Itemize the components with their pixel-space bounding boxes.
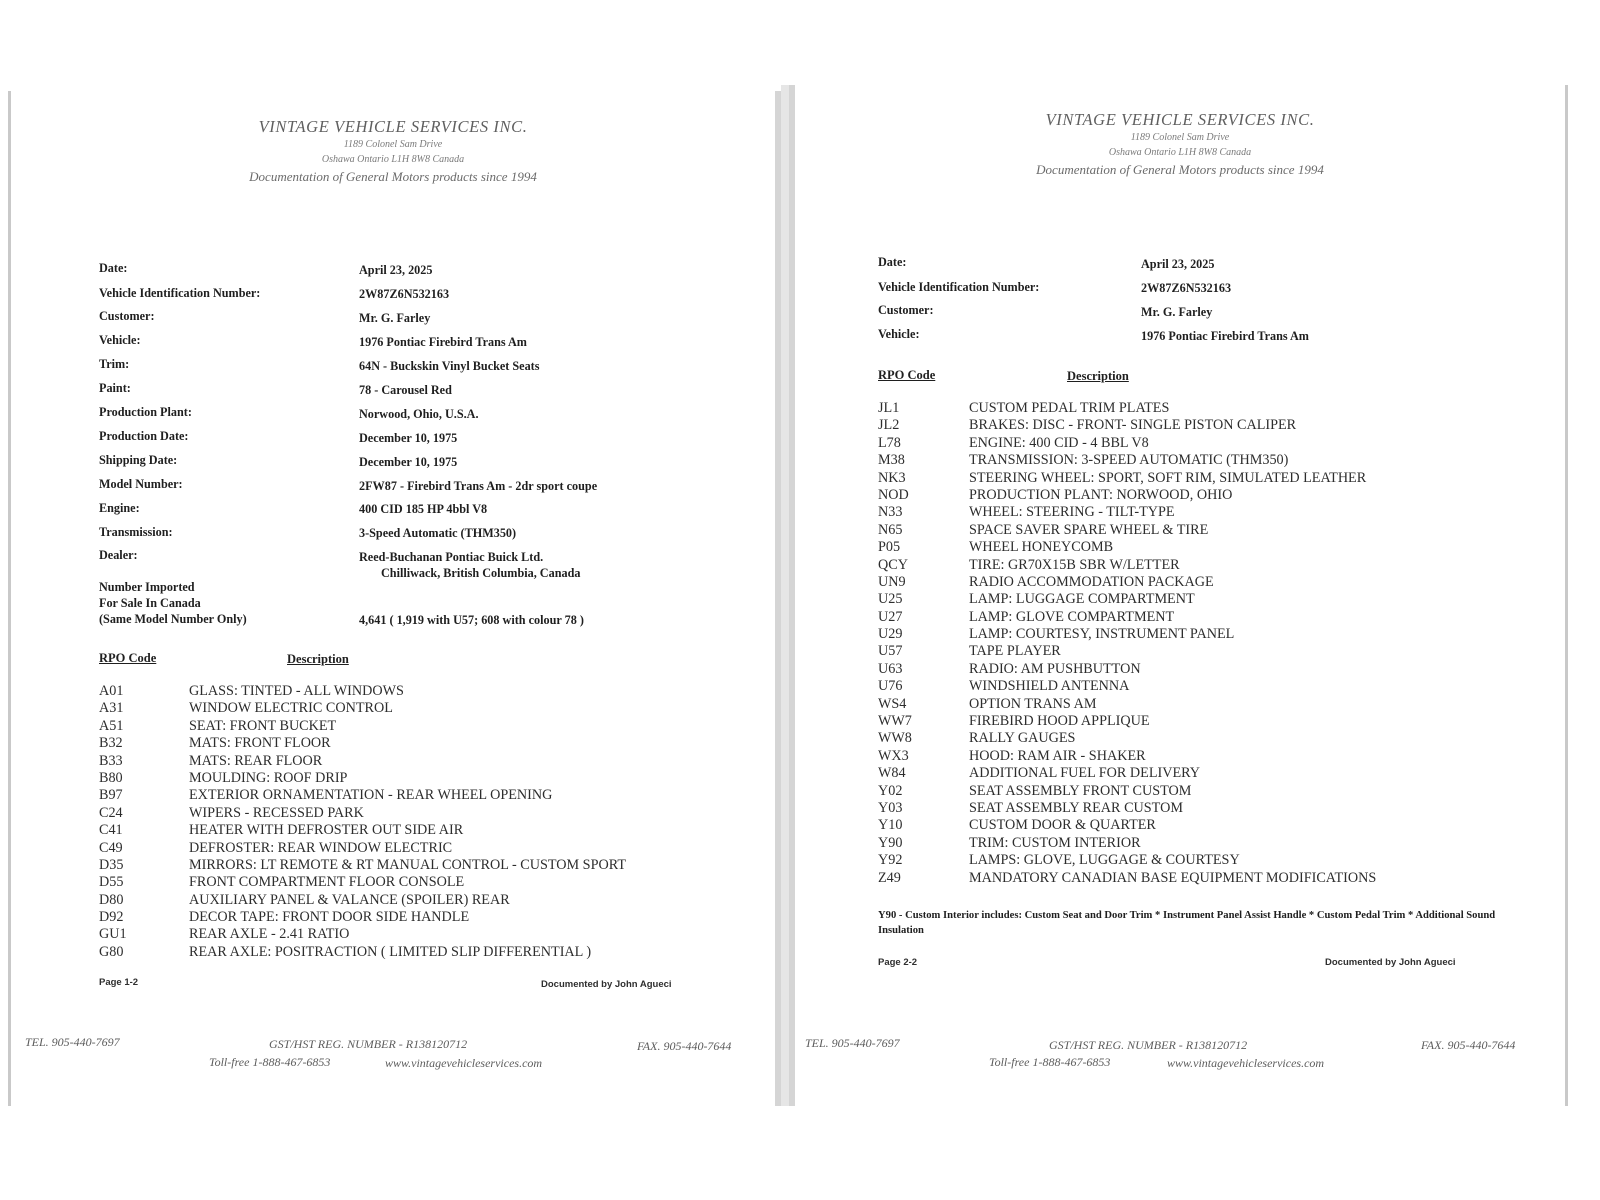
info-label: Vehicle: (878, 327, 920, 341)
letterhead (11, 117, 775, 185)
info-label: Vehicle Identification Number: (99, 286, 261, 300)
document-page-2 (789, 85, 1568, 1106)
rpo-description: SEAT ASSEMBLY REAR CUSTOM (969, 799, 1183, 816)
rpo-row (878, 870, 1558, 887)
rpo-description: REAR AXLE: POSITRACTION ( LIMITED SLIP DIFFERENTIAL ) (189, 943, 592, 960)
rpo-row (878, 817, 1558, 834)
footer-telephone: TEL. 905-440-7697 (25, 1035, 120, 1049)
rpo-description: HEATER WITH DEFROSTER OUT SIDE AIR (189, 822, 464, 839)
page-number: Page 2-2 (878, 957, 918, 968)
rpo-row (878, 609, 1558, 626)
rpo-code: B97 (99, 787, 123, 804)
rpo-row (878, 504, 1558, 521)
rpo-row (878, 696, 1558, 713)
info-label: Model Number: (99, 477, 183, 491)
rpo-row (878, 783, 1558, 800)
rpo-row (99, 683, 769, 700)
rpo-row (878, 522, 1558, 539)
company-name: VINTAGE VEHICLE SERVICES INC. (258, 117, 528, 136)
rpo-code: W84 (878, 765, 906, 782)
rpo-description: ADDITIONAL FUEL FOR DELIVERY (969, 765, 1201, 782)
info-label: Production Plant: (99, 405, 192, 419)
rpo-row (878, 417, 1558, 434)
rpo-description: WHEEL: STEERING - TILT-TYPE (969, 504, 1175, 521)
letterhead (795, 110, 1565, 178)
description-heading: Description (287, 652, 349, 666)
rpo-code: U27 (878, 608, 903, 625)
info-value: April 23, 2025 (1141, 257, 1215, 271)
info-label: Customer: (99, 309, 155, 323)
rpo-row (99, 718, 769, 735)
rpo-description: BRAKES: DISC - FRONT- SINGLE PISTON CALIPER (969, 417, 1297, 434)
rpo-description: MOULDING: ROOF DRIP (189, 769, 348, 786)
company-address-line-1: 1189 Colonel Sam Drive (343, 139, 443, 150)
info-value: 2W87Z6N532163 (1141, 281, 1232, 295)
info-label: Vehicle Identification Number: (878, 280, 1040, 294)
rpo-row (878, 835, 1558, 852)
rpo-row (878, 574, 1558, 591)
rpo-description: DECOR TAPE: FRONT DOOR SIDE HANDLE (189, 909, 470, 926)
rpo-row (878, 470, 1558, 487)
rpo-code: U25 (878, 591, 903, 608)
rpo-row (878, 487, 1558, 504)
rpo-description: OPTION TRANS AM (969, 695, 1097, 712)
info-value: 2W87Z6N532163 (359, 287, 450, 301)
info-value: Mr. G. Farley (359, 311, 431, 325)
info-value: April 23, 2025 (359, 263, 433, 277)
rpo-description: LAMP: LUGGAGE COMPARTMENT (969, 591, 1195, 608)
rpo-code: JL1 (878, 400, 900, 416)
rpo-code: NK3 (878, 469, 906, 486)
rpo-description: LAMP: GLOVE COMPARTMENT (969, 608, 1175, 625)
company-tagline: Documentation of General Motors products since 1994 (249, 169, 537, 184)
rpo-row (878, 661, 1558, 678)
rpo-row (99, 700, 769, 717)
rpo-code: N65 (878, 521, 903, 538)
rpo-row (99, 840, 769, 857)
rpo-code: C49 (99, 839, 123, 856)
dealer-name: Reed-Buchanan Pontiac Buick Ltd. (359, 550, 544, 564)
footer-website: www.vintagevehicleservices.com (385, 1056, 543, 1070)
rpo-code: P05 (878, 539, 901, 556)
rpo-code: B32 (99, 735, 123, 752)
company-address-line-2: Oshawa Ontario L1H 8W8 Canada (321, 154, 465, 165)
rpo-code: N33 (878, 504, 903, 521)
info-value: 78 - Carousel Red (359, 383, 452, 397)
info-value: December 10, 1975 (359, 431, 458, 445)
rpo-code-heading: RPO Code (878, 368, 936, 382)
rpo-description: AUXILIARY PANEL & VALANCE (SPOILER) REAR (189, 891, 510, 908)
rpo-description: ENGINE: 400 CID - 4 BBL V8 (969, 434, 1149, 451)
rpo-description: TAPE PLAYER (969, 643, 1061, 660)
rpo-code: M38 (878, 452, 905, 469)
rpo-row (99, 926, 769, 943)
info-value: 2FW87 - Firebird Trans Am - 2dr sport coupe (359, 479, 598, 493)
documented-by: Documented by John Agueci (1325, 957, 1456, 968)
rpo-code: Y90 (878, 834, 903, 851)
info-label: Date: (878, 255, 907, 269)
rpo-row (99, 944, 769, 961)
rpo-code: U63 (878, 660, 903, 677)
company-address-line-1: 1189 Colonel Sam Drive (1130, 132, 1230, 143)
info-label: Vehicle: (99, 333, 141, 347)
footer-gst-number: GST/HST REG. NUMBER - R138120712 (269, 1037, 468, 1051)
rpo-code: JL2 (878, 417, 900, 434)
rpo-description: CUSTOM PEDAL TRIM PLATES (969, 400, 1170, 416)
rpo-code: B80 (99, 769, 123, 786)
footer-fax: FAX. 905-440-7644 (637, 1039, 732, 1053)
rpo-description: TRIM: CUSTOM INTERIOR (969, 834, 1141, 851)
rpo-description: SEAT ASSEMBLY FRONT CUSTOM (969, 782, 1192, 799)
rpo-description: SEAT: FRONT BUCKET (189, 717, 337, 734)
rpo-row (878, 591, 1558, 608)
rpo-description: LAMP: COURTESY, INSTRUMENT PANEL (969, 626, 1235, 643)
rpo-row (878, 626, 1558, 643)
rpo-description: REAR AXLE - 2.41 RATIO (189, 926, 350, 943)
rpo-code: A51 (99, 717, 124, 734)
rpo-description: MANDATORY CANADIAN BASE EQUIPMENT MODIFICATIONS (969, 869, 1377, 886)
rpo-row (878, 713, 1558, 730)
rpo-code: D92 (99, 909, 124, 926)
info-label: Paint: (99, 381, 131, 395)
rpo-description: RADIO ACCOMMODATION PACKAGE (969, 573, 1214, 590)
info-label: Production Date: (99, 429, 189, 443)
rpo-row (99, 822, 769, 839)
info-value: December 10, 1975 (359, 455, 458, 469)
rpo-code: C24 (99, 804, 123, 821)
rpo-code-heading: RPO Code (99, 651, 157, 665)
rpo-row (99, 909, 769, 926)
rpo-list (99, 683, 769, 961)
imported-label-line-3: (Same Model Number Only) (99, 612, 247, 626)
info-value: 64N - Buckskin Vinyl Bucket Seats (359, 359, 540, 373)
rpo-description: SPACE SAVER SPARE WHEEL & TIRE (969, 521, 1209, 538)
rpo-description: TRANSMISSION: 3-SPEED AUTOMATIC (THM350) (969, 452, 1289, 469)
rpo-code: G80 (99, 943, 124, 960)
info-label: Date: (99, 261, 128, 275)
rpo-code: D55 (99, 874, 124, 891)
rpo-row (878, 452, 1558, 469)
rpo-description: RADIO: AM PUSHBUTTON (969, 660, 1141, 677)
rpo-code: Z49 (878, 869, 901, 886)
rpo-row (99, 770, 769, 787)
y90-footnote: Y90 - Custom Interior includes: Custom Seat and Door Trim * Instrument Panel Assist Handle * Custom Pedal Trim * Additional Sound Insulation (878, 910, 1496, 936)
rpo-code: WW7 (878, 713, 912, 730)
rpo-code: WX3 (878, 747, 909, 764)
info-value: 1976 Pontiac Firebird Trans Am (1141, 329, 1309, 343)
rpo-code: WS4 (878, 695, 907, 712)
footer-toll-free: Toll-free 1-888-467-6853 (209, 1055, 331, 1069)
rpo-description: MIRRORS: LT REMOTE & RT MANUAL CONTROL - CUSTOM SPORT (189, 856, 626, 873)
imported-label-line-1: Number Imported (99, 580, 195, 594)
rpo-description: FRONT COMPARTMENT FLOOR CONSOLE (189, 874, 465, 891)
rpo-description: HOOD: RAM AIR - SHAKER (969, 747, 1146, 764)
rpo-description: PRODUCTION PLANT: NORWOOD, OHIO (969, 486, 1233, 503)
rpo-description: WHEEL HONEYCOMB (969, 539, 1114, 556)
rpo-row (99, 874, 769, 891)
imported-label-line-2: For Sale In Canada (99, 596, 201, 610)
rpo-description: CUSTOM DOOR & QUARTER (969, 817, 1156, 834)
description-heading: Description (1067, 369, 1129, 383)
info-label: Dealer: (99, 548, 138, 562)
page-number: Page 1-2 (99, 977, 139, 988)
rpo-row (878, 765, 1558, 782)
rpo-code: L78 (878, 434, 901, 451)
rpo-description: DEFROSTER: REAR WINDOW ELECTRIC (189, 839, 453, 856)
rpo-description: TIRE: GR70X15B SBR W/LETTER (969, 556, 1180, 573)
rpo-row (878, 852, 1558, 869)
rpo-row (99, 857, 769, 874)
rpo-row (878, 435, 1558, 452)
rpo-description: WIPERS - RECESSED PARK (189, 804, 364, 821)
rpo-description: WINDOW ELECTRIC CONTROL (189, 700, 393, 717)
info-value: Norwood, Ohio, U.S.A. (359, 407, 479, 421)
rpo-code: U76 (878, 678, 903, 695)
info-value: 400 CID 185 HP 4bbl V8 (359, 502, 488, 516)
company-name: VINTAGE VEHICLE SERVICES INC. (1045, 110, 1315, 129)
rpo-code: A01 (99, 683, 124, 699)
rpo-code: GU1 (99, 926, 127, 943)
rpo-row (878, 730, 1558, 747)
dealer-location: Chilliwack, British Columbia, Canada (381, 566, 581, 580)
info-label: Trim: (99, 357, 130, 371)
footer-telephone: TEL. 905-440-7697 (805, 1036, 900, 1050)
rpo-row (99, 805, 769, 822)
rpo-code: Y03 (878, 799, 903, 816)
info-value: Mr. G. Farley (1141, 305, 1213, 319)
info-value: 1976 Pontiac Firebird Trans Am (359, 335, 527, 349)
rpo-description: EXTERIOR ORNAMENTATION - REAR WHEEL OPENING (189, 787, 553, 804)
company-tagline: Documentation of General Motors products since 1994 (1036, 162, 1324, 177)
info-label: Transmission: (99, 525, 173, 539)
rpo-description: WINDSHIELD ANTENNA (969, 678, 1130, 695)
document-page-1 (8, 91, 781, 1106)
rpo-row (99, 735, 769, 752)
rpo-code: U57 (878, 643, 903, 660)
imported-value: 4,641 ( 1,919 with U57; 608 with colour 78 ) (359, 613, 584, 627)
rpo-list (878, 400, 1558, 887)
rpo-code: A31 (99, 700, 124, 717)
rpo-code: NOD (878, 486, 909, 503)
rpo-description: RALLY GAUGES (969, 730, 1076, 747)
documented-by: Documented by John Agueci (541, 979, 672, 990)
info-value: 3-Speed Automatic (THM350) (359, 526, 517, 540)
rpo-row (878, 748, 1558, 765)
rpo-description: MATS: REAR FLOOR (189, 752, 323, 769)
footer-gst-number: GST/HST REG. NUMBER - R138120712 (1049, 1038, 1248, 1052)
rpo-code: QCY (878, 556, 908, 573)
rpo-code: Y92 (878, 852, 903, 869)
rpo-code: WW8 (878, 730, 912, 747)
rpo-row (99, 787, 769, 804)
rpo-code: U29 (878, 626, 903, 643)
rpo-code: C41 (99, 822, 123, 839)
rpo-code: UN9 (878, 573, 906, 590)
footer-fax: FAX. 905-440-7644 (1421, 1038, 1516, 1052)
rpo-row (878, 643, 1558, 660)
rpo-row (99, 753, 769, 770)
rpo-row (878, 400, 1558, 417)
rpo-row (878, 539, 1558, 556)
rpo-description: GLASS: TINTED - ALL WINDOWS (189, 683, 404, 699)
rpo-code: Y02 (878, 782, 903, 799)
rpo-description: FIREBIRD HOOD APPLIQUE (969, 713, 1150, 730)
rpo-description: LAMPS: GLOVE, LUGGAGE & COURTESY (969, 852, 1240, 869)
rpo-code: Y10 (878, 817, 903, 834)
rpo-row (99, 892, 769, 909)
rpo-row (878, 800, 1558, 817)
info-label: Customer: (878, 303, 934, 317)
info-label: Shipping Date: (99, 453, 178, 467)
rpo-code: B33 (99, 752, 123, 769)
footer-toll-free: Toll-free 1-888-467-6853 (989, 1055, 1111, 1069)
rpo-description: STEERING WHEEL: SPORT, SOFT RIM, SIMULATED LEATHER (969, 469, 1367, 486)
rpo-code: D80 (99, 891, 124, 908)
info-label: Engine: (99, 501, 140, 515)
company-address-line-2: Oshawa Ontario L1H 8W8 Canada (1108, 147, 1252, 158)
rpo-description: MATS: FRONT FLOOR (189, 735, 331, 752)
page-gutter (781, 85, 789, 1106)
footer-website: www.vintagevehicleservices.com (1167, 1056, 1325, 1070)
rpo-row (878, 557, 1558, 574)
rpo-code: D35 (99, 856, 124, 873)
rpo-row (878, 678, 1558, 695)
